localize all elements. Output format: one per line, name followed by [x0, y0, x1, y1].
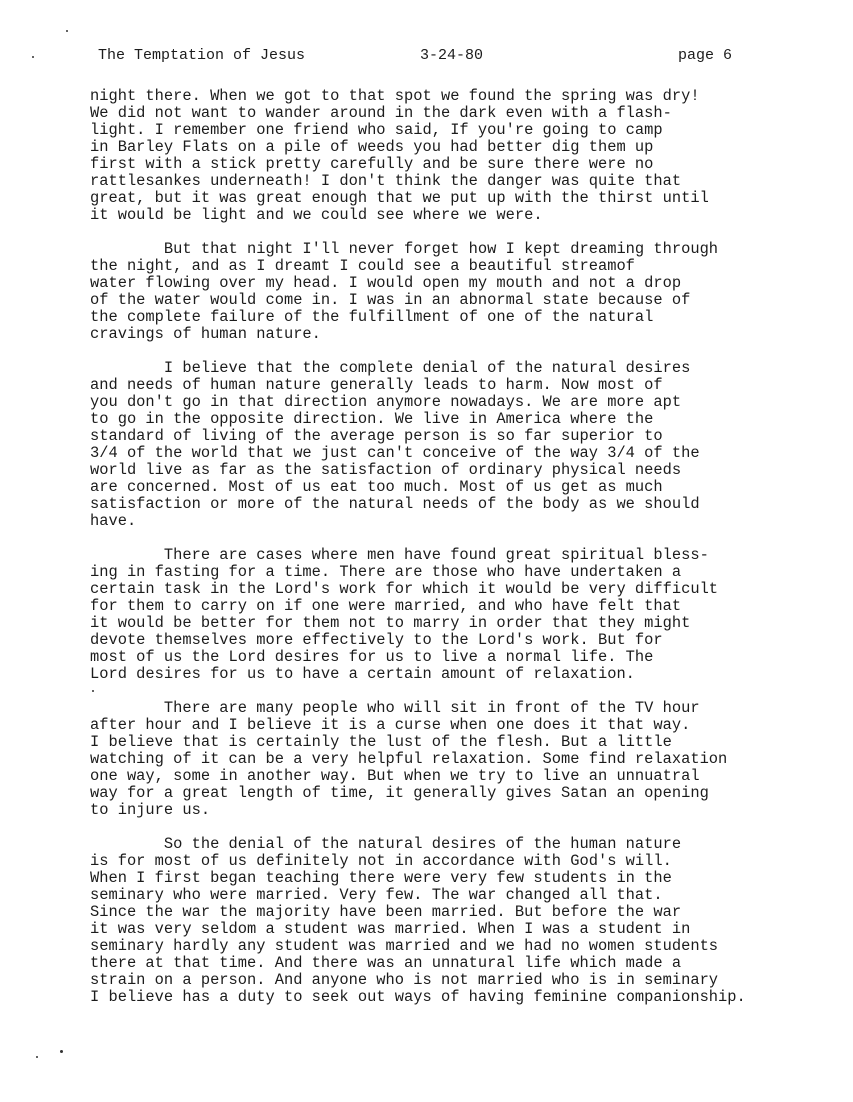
scan-speck	[36, 1056, 38, 1058]
text-line: I believe that is certainly the lust of the flesh. But a little	[90, 733, 672, 751]
text-line: to go in the opposite direction. We live in America where the	[90, 410, 654, 428]
text-line: I believe that the complete denial of the natural desires	[90, 359, 691, 377]
text-line: the night, and as I dreamt I could see a beautiful streamof	[90, 257, 635, 275]
text-line: for them to carry on if one were married, and who have felt that	[90, 597, 682, 615]
text-line: rattlesankes underneath! I don't think the danger was quite that	[90, 172, 682, 190]
text-line: water flowing over my head. I would open my mouth and not a drop	[90, 274, 682, 292]
text-line: one way, some in another way. But when we try to live an unnuatral	[90, 767, 700, 785]
text-line: Since the war the majority have been married. But before the war	[90, 903, 682, 921]
text-line: in Barley Flats on a pile of weeds you had better dig them up	[90, 138, 654, 156]
scan-speck	[66, 30, 68, 32]
text-line: ing in fasting for a time. There are those who have undertaken a	[90, 563, 682, 581]
text-line: cravings of human nature.	[90, 325, 321, 343]
text-line: We did not want to wander around in the dark even with a flash-	[90, 104, 672, 122]
paragraph-1	[90, 88, 830, 224]
text-line: after hour and I believe it is a curse when one does it that way.	[90, 716, 691, 734]
text-line: to injure us.	[90, 801, 211, 819]
text-line: first with a stick pretty carefully and be sure there were no	[90, 155, 654, 173]
text-line: it was very seldom a student was married. When I was a student in	[90, 920, 691, 938]
document-body	[90, 88, 830, 1023]
text-line: and needs of human nature generally leads to harm. Now most of	[90, 376, 663, 394]
paragraph-4	[90, 547, 830, 683]
document-date: 3-24-80	[420, 47, 484, 64]
text-line: satisfaction or more of the natural needs of the body as we should	[90, 495, 700, 513]
text-line: it would be better for them not to marry in order that they might	[90, 614, 691, 632]
paragraph-3	[90, 360, 830, 530]
text-line: strain on a person. And anyone who is not married who is in seminary	[90, 971, 719, 989]
text-line: There are many people who will sit in front of the TV hour	[90, 699, 700, 717]
text-line: I believe has a duty to seek out ways of having feminine companionship.	[90, 988, 746, 1006]
paragraph-5	[90, 700, 830, 819]
text-line: light. I remember one friend who said, If you're going to camp	[90, 121, 663, 139]
text-line: there at that time. And there was an unnatural life which made a	[90, 954, 682, 972]
text-line: have.	[90, 512, 137, 530]
text-line: But that night I'll never forget how I kept dreaming through	[90, 240, 719, 258]
scan-speck	[60, 1050, 63, 1053]
text-line: way for a great length of time, it generally gives Satan an opening	[90, 784, 709, 802]
text-line: it would be light and we could see where we were.	[90, 206, 543, 224]
text-line: When I first began teaching there were very few students in the	[90, 869, 672, 887]
document-title: The Temptation of Jesus	[98, 47, 306, 64]
page-number: page 6	[678, 47, 733, 64]
text-line: seminary hardly any student was married and we had no women students	[90, 937, 719, 955]
text-line: is for most of us definitely not in accordance with God's will.	[90, 852, 672, 870]
text-line: standard of living of the average person is so far superior to	[90, 427, 663, 445]
text-line: certain task in the Lord's work for which it would be very difficult	[90, 580, 719, 598]
text-line: great, but it was great enough that we put up with the thirst until	[90, 189, 709, 207]
text-line: most of us the Lord desires for us to live a normal life. The	[90, 648, 654, 666]
text-line: you don't go in that direction anymore nowadays. We are more apt	[90, 393, 682, 411]
text-line: devote themselves more effectively to the Lord's work. But for	[90, 631, 663, 649]
scan-speck	[32, 56, 34, 58]
text-line: the complete failure of the fulfillment of one of the natural	[90, 308, 654, 326]
text-line: watching of it can be a very helpful relaxation. Some find relaxation	[90, 750, 728, 768]
paragraph-2	[90, 241, 830, 343]
text-line: There are cases where men have found great spiritual bless-	[90, 546, 709, 564]
scan-speck	[92, 690, 94, 692]
page-header	[98, 46, 758, 66]
text-line: of the water would come in. I was in an abnormal state because of	[90, 291, 691, 309]
paragraph-6	[90, 836, 830, 1006]
text-line: So the denial of the natural desires of the human nature	[90, 835, 682, 853]
text-line: Lord desires for us to have a certain amount of relaxation.	[90, 665, 635, 683]
text-line: world live as far as the satisfaction of ordinary physical needs	[90, 461, 682, 479]
text-line: night there. When we got to that spot we found the spring was dry!	[90, 87, 700, 105]
text-line: 3/4 of the world that we just can't conceive of the way 3/4 of the	[90, 444, 700, 462]
text-line: seminary who were married. Very few. The war changed all that.	[90, 886, 663, 904]
text-line: are concerned. Most of us eat too much. Most of us get as much	[90, 478, 663, 496]
